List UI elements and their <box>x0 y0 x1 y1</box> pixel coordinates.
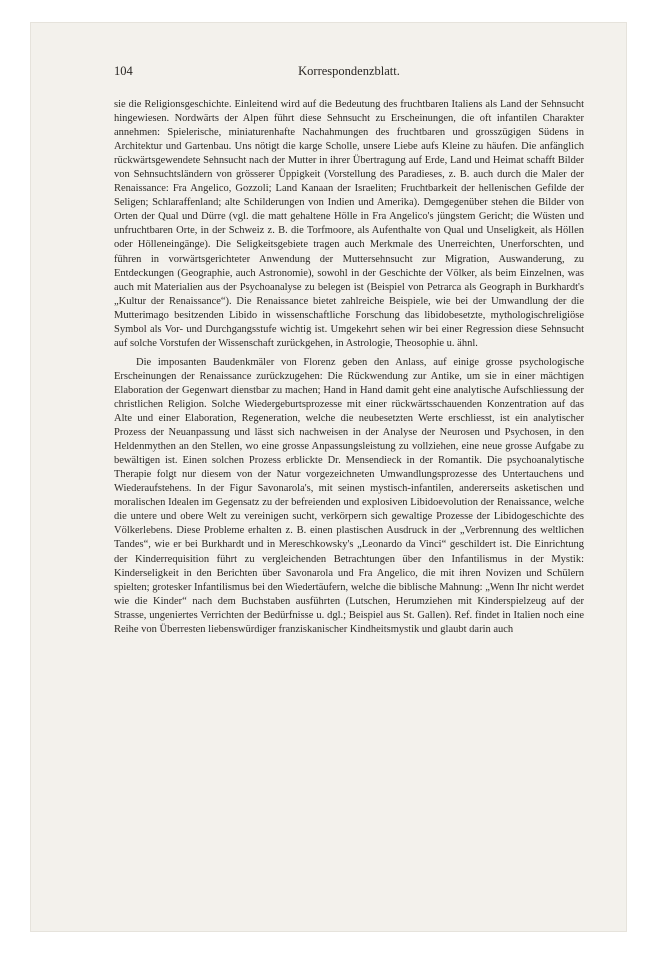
page-number: 104 <box>114 64 133 78</box>
paragraph-1: sie die Religionsgeschichte. Einleitend wird auf die Bedeutung des fruchtbaren Italiens als Land der Sehnsucht hingewiesen. Nordwärts der Alpen führt diese Sehnsucht zu Erscheinungen, die oft infantilen Charakter annehmen: Spielerische, miniaturenhafte Nachahmungen des fruchtbaren und grosszügigen Südens in Architektur und Gartenbau. Uns nötigt die karge Scholle, unsere Liebe aufs Kleine zu häufen. Die anfänglich rückwärtsgewendete Sehnsucht nach der Mutter in ihrer Übertragung auf Erde, Land und Heimat schafft Bilder von Sehnsuchtsländern von grösserer Üppigkeit (Vorstellung des Paradieses, z. B. auch durch die Maler der Renaissance: Fra Angelico, Gozzoli; Land Kanaan der Israeliten; Fruchtbarkeit der hellenischen Gefilde der Seligen; Schlaraffenland; alte Schilderungen von Indien und Amerika). Demgegenüber stehen die Bilder von Orten der Qual und Dürre (vgl. die matt gehaltene Hölle in Fra Angelico's jüngstem Gericht; die Wüsten und unfruchtbaren Orte, in der Schweiz z. B. die Torfmoore, als Aufenthalte von Qual und Unseligkeit, als Höllen oder Hölleneingänge). Die Seligkeitsgebiete tragen auch Merkmale des Unerreichten, Unerforschten, und führen in vorwärtsgerichteter Anwendung der Muttersehnsucht zur Migration, Auswanderung, zu Entdeckungen (Geographie, auch Astronomie), sowohl in der Geschichte der Völker, als beim Einzelnen, was auch mit Materialien aus der Psychoanalyse zu belegen ist (Beispiel von Petrarca als Geograph in Burkhardt's „Kultur der Renaissance“). Die Renaissance bietet zahlreiche Beispiele, wie bei der Umwandlung der die Mutterimago besitzenden Libido in wissenschaftliche Forschung das libidobesetzte, mythologischreligiöse Symbol als Vor- und Durchgangsstufe wichtig ist. Umgekehrt sehen wir bei einer Regression diese Sehnsucht auf solche Vorstufen der Wissenschaft zurückgehen, in Astrologie, Theosophie u. ähnl. <box>114 99 584 349</box>
page-header <box>114 64 584 80</box>
body-text <box>114 98 584 637</box>
running-title: Korrespondenzblatt. <box>298 64 400 78</box>
paragraph-2: Die imposanten Baudenkmäler von Florenz geben den Anlass, auf einige grosse psychologische Erscheinungen der Renaissance zurückzugehen: Die Rückwendung zur Antike, um sie in einer mächtigen Elaboration der Gegenwart dienstbar zu machen; Hand in Hand damit geht eine analytische Aufschliessung der christlichen Religion. Solche Wiedergeburtsprozesse mit einer rückwärtsschauenden Konzentration auf das Alte und einer Elaboration, Regeneration, welche die neubesetzten Werte erschliesst, ist ein analytischer Prozess der Neuanpassung und lässt sich nachweisen in der Analyse der Neurosen und Psychosen, in den Heldenmythen an den Stellen, wo eine grosse Anpassungsleistung zu vollziehen, eine neue grosse Aufgabe zu bewältigen ist. Einen solchen Prozess erblickte Dr. Mensendieck in der Romantik. Die psychoanalytische Therapie folgt nur diesem von der Natur vorgezeichneten Umwandlungsprozesse des Untertauchens und Wiederaufstehens. In der Figur Savonarola's, mit seinen mystisch-infantilen, andererseits asketischen und moralischen Idealen im Gegensatz zu der befreienden und explosiven Libidoevolution der Renaissance, welche die untere und obere Welt zu vereinigen sucht, verkörpern sich gewaltige Prozesse der Libidogeschichte des Völkerlebens. Diese Probleme erhalten z. B. einen plastischen Ausdruck in der „Verbrennung des weltlichen Tandes“, wie er bei Burkhardt und in Mereschkowsky's „Leonardo da Vinci“ geschildert ist. Die Einrichtung der Kinderrequisition führt zu vergleichenden Betrachtungen über den Infantilismus in der Mystik: Kinderseligkeit in den Berichten über Savonarola und Fra Angelico, die mit ihren Novizen und Schülern spielten; grotesker Infantilismus bei den Wiedertäufern, welche die biblische Mahnung: „Wenn Ihr nicht werdet wie die Kinder“ nach dem Buchstaben ausführten (Lutschen, Herumziehen mit Kinderspielzeug auf der Strasse, ungeniertes Verrichten der Bedürfnisse u. dgl.; Beispiel aus St. Gallen). Ref. findet in Italien noch eine Reihe von Überresten liebenswürdiger franziskanischer Kindheitsmystik und glaubt darin auch <box>114 356 584 635</box>
scanned-page <box>30 22 627 932</box>
